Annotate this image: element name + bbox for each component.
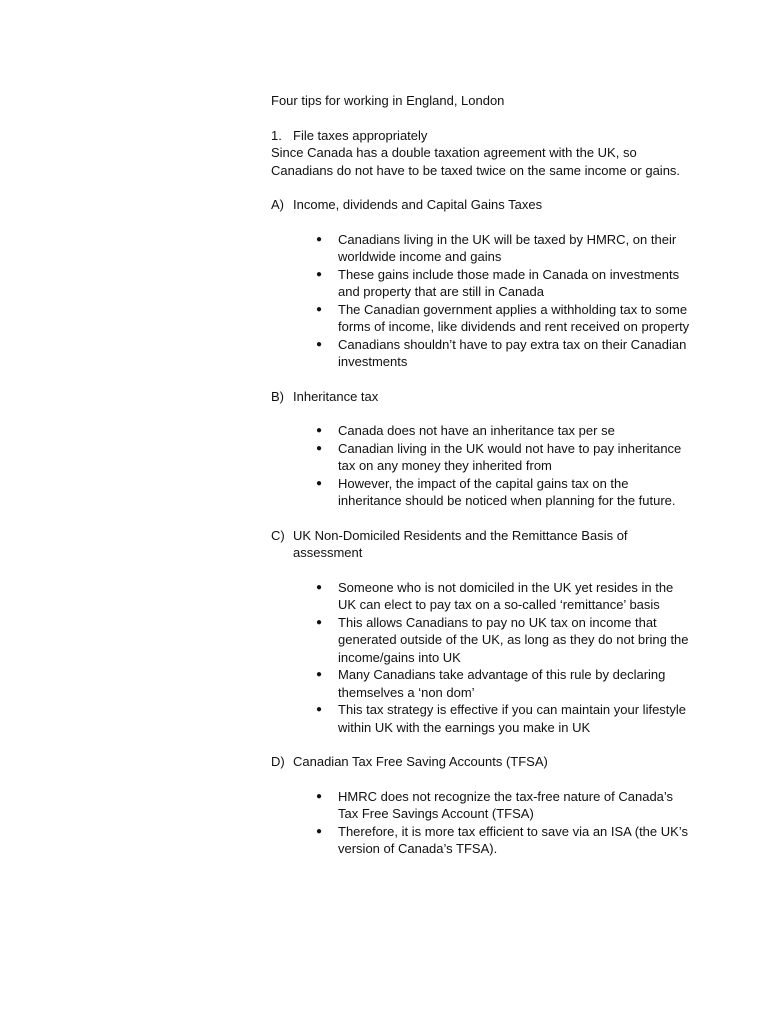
bullet-text: Canada does not have an inheritance tax per se: [338, 423, 615, 438]
bullet-icon: ●: [316, 303, 323, 315]
bullet-icon: ●: [316, 233, 323, 245]
section-heading: [271, 753, 691, 771]
document-body: [271, 92, 691, 875]
bullet-text: Canadian living in the UK would not have to pay inheritance tax on any money they inherited from: [338, 440, 682, 473]
bullet-icon: ●: [316, 425, 323, 436]
tip-intro: Since Canada has a double taxation agreement with the UK, so Canadians do not have to be taxed twice on the same income or gains.: [271, 145, 681, 178]
bullet-text: However, the impact of the capital gains tax on the inheritance should be noticed when planning for the future.: [338, 475, 676, 508]
bullet-text: Therefore, it is more tax efficient to save via an ISA (the UK’s version of Canada’s TFSA).: [338, 823, 688, 856]
bullet-icon: ●: [316, 581, 323, 593]
bullet-list: [271, 788, 691, 858]
bullet-text: Canadians shouldn’t have to pay extra tax on their Canadian investments: [338, 336, 687, 369]
bullet-icon: ●: [316, 338, 323, 350]
bullet-text: This allows Canadians to pay no UK tax on income that generated outside of the UK, as long as they do not bring the income/gains into UK: [338, 614, 689, 665]
bullet-item: [316, 336, 691, 371]
bullet-text: Many Canadians take advantage of this rule by declaring themselves a ‘non dom’: [338, 667, 666, 700]
bullet-text: Someone who is not domiciled in the UK yet resides in the UK can elect to pay tax on a so-called ‘remittance’ basis: [338, 579, 674, 612]
bullet-item: [316, 666, 691, 701]
section-heading: [271, 388, 691, 406]
section-heading: [271, 527, 691, 562]
bullet-icon: ●: [316, 616, 323, 628]
section-letter: A): [271, 197, 284, 212]
bullet-item: [316, 440, 691, 475]
bullet-icon: ●: [316, 790, 323, 802]
tip-heading-text: File taxes appropriately: [293, 127, 428, 143]
tip-heading: [271, 127, 691, 145]
bullet-item: [316, 231, 691, 266]
section-heading-text: Income, dividends and Capital Gains Taxes: [293, 197, 543, 212]
bullet-text: The Canadian government applies a withholding tax to some forms of income, like dividends and rent received on property: [338, 301, 690, 334]
bullet-list: [271, 422, 691, 510]
section-heading-text: Canadian Tax Free Saving Accounts (TFSA): [293, 754, 548, 769]
section-heading-text: UK Non-Domiciled Residents and the Remittance Basis of assessment: [293, 527, 628, 560]
bullet-icon: ●: [316, 442, 323, 454]
bullet-icon: ●: [316, 825, 323, 837]
bullet-item: [316, 422, 691, 440]
bullet-text: This tax strategy is effective if you can maintain your lifestyle within UK with the earnings you make in UK: [338, 702, 687, 735]
bullet-item: [316, 266, 691, 301]
bullet-item: [316, 579, 691, 614]
section-heading-text: Inheritance tax: [293, 388, 379, 404]
bullet-list: [271, 231, 691, 371]
bullet-text: These gains include those made in Canada on investments and property that are still in Canada: [338, 266, 680, 299]
section-letter: B): [271, 388, 284, 404]
bullet-list: [271, 579, 691, 737]
bullet-item: [316, 614, 691, 667]
bullet-icon: ●: [316, 477, 323, 489]
bullet-icon: ●: [316, 268, 323, 280]
bullet-item: [316, 701, 691, 736]
section-letter: D): [271, 754, 285, 769]
section-heading: [271, 196, 691, 214]
bullet-item: [316, 475, 691, 510]
bullet-item: [316, 823, 691, 858]
section-letter: C): [271, 527, 285, 543]
document-title: Four tips for working in England, London: [271, 93, 505, 108]
bullet-icon: ●: [316, 669, 323, 680]
bullet-text: HMRC does not recognize the tax-free nature of Canada’s Tax Free Savings Account (TFSA): [338, 788, 674, 821]
bullet-item: [316, 788, 691, 823]
section-inheritance-tax: [271, 388, 691, 510]
section-income-taxes: [271, 196, 691, 371]
bullet-icon: ●: [316, 704, 323, 715]
tip-number: 1.: [271, 127, 282, 143]
section-non-domiciled: [271, 527, 691, 737]
section-tfsa: [271, 753, 691, 858]
bullet-text: Canadians living in the UK will be taxed by HMRC, on their worldwide income and gains: [338, 231, 677, 264]
bullet-item: [316, 301, 691, 336]
